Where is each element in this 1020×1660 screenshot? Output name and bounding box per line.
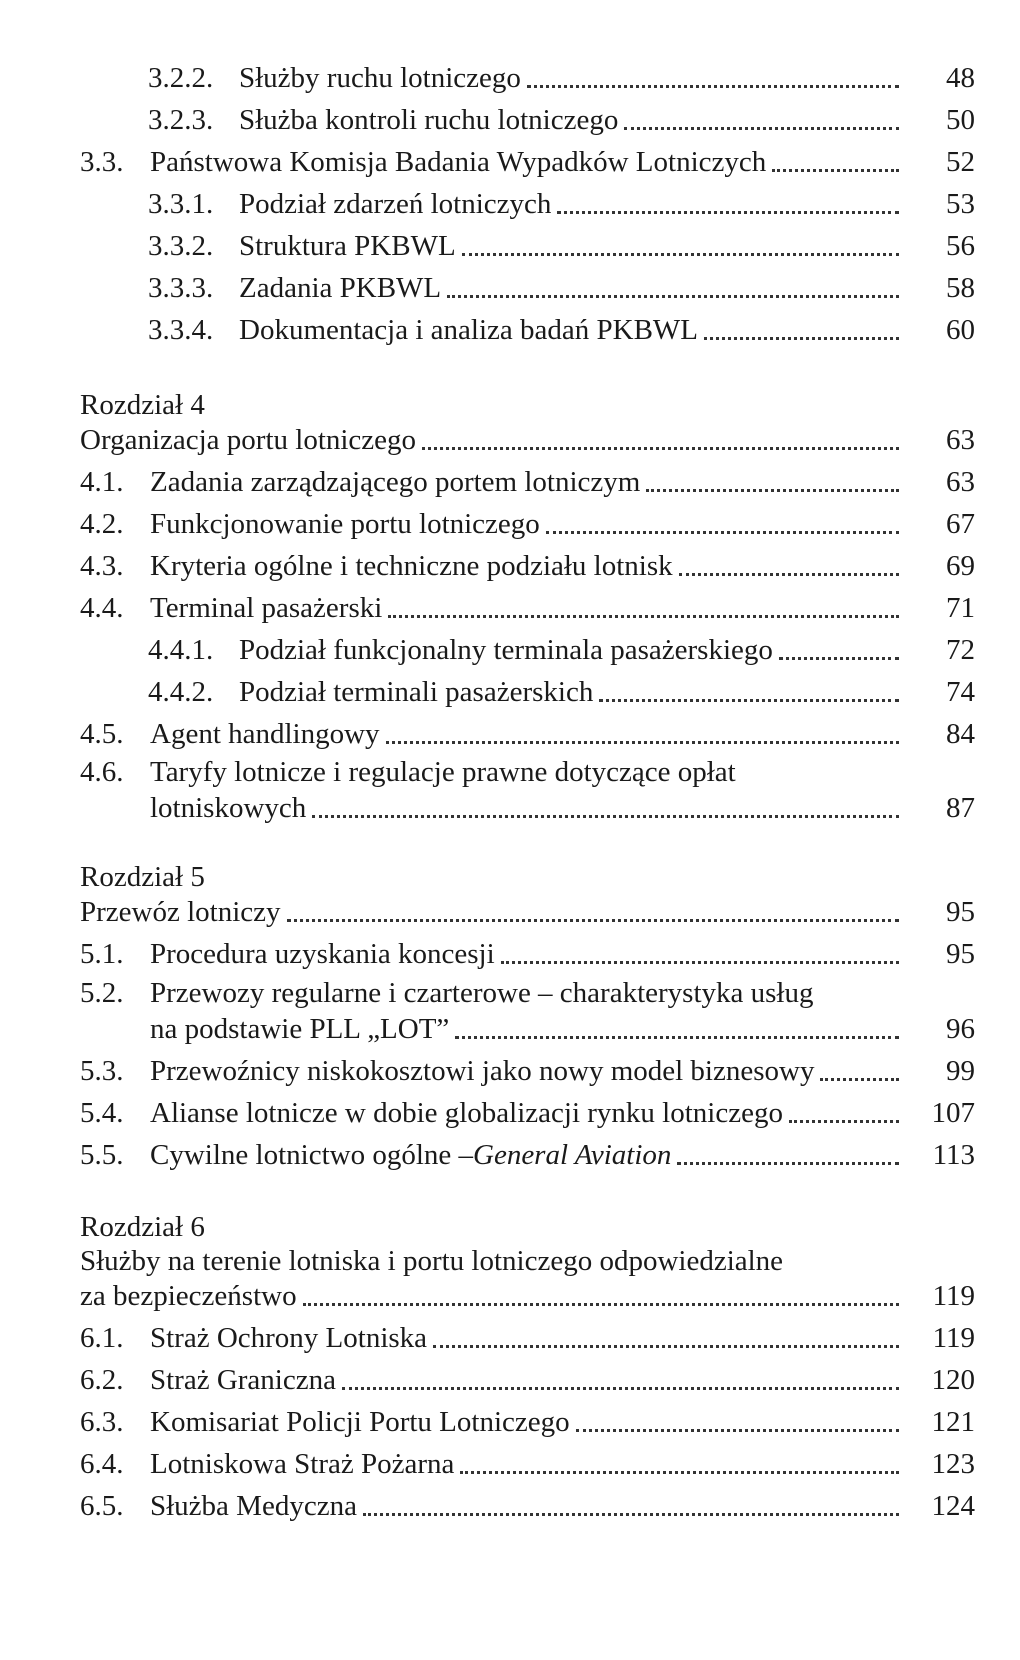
chapter-heading: Rozdział 4 bbox=[80, 389, 205, 421]
dot-leader bbox=[772, 165, 899, 172]
entry-number: 6.1. bbox=[80, 1322, 124, 1354]
entry-title: Zadania zarządzającego portem lotniczym bbox=[150, 466, 641, 498]
dot-leader bbox=[527, 81, 899, 88]
dot-leader bbox=[462, 249, 899, 256]
entry-page: 121 bbox=[931, 1406, 975, 1438]
entry-number: 3.3.3. bbox=[148, 272, 214, 304]
chapter-title-row bbox=[80, 420, 975, 460]
toc-entry-multiline bbox=[80, 973, 813, 1013]
entry-title: Służba kontroli ruchu lotniczego bbox=[239, 104, 619, 136]
dot-leader bbox=[779, 653, 899, 660]
entry-page: 58 bbox=[946, 272, 975, 304]
toc-entry bbox=[80, 1402, 975, 1442]
entry-title: Służby ruchu lotniczego bbox=[239, 62, 521, 94]
dot-leader bbox=[704, 333, 899, 340]
entry-number: 4.3. bbox=[80, 550, 124, 582]
toc-entry bbox=[80, 1486, 975, 1526]
entry-page: 119 bbox=[932, 1322, 975, 1354]
entry-number: 3.3.4. bbox=[148, 314, 214, 346]
entry-number: 3.3.2. bbox=[148, 230, 214, 262]
entry-page: 67 bbox=[946, 508, 975, 540]
entry-title: Podział zdarzeń lotniczych bbox=[239, 188, 552, 220]
toc-entry-multiline bbox=[80, 752, 736, 792]
entry-page: 95 bbox=[946, 938, 975, 970]
toc-entry bbox=[148, 58, 975, 98]
entry-title: Zadania PKBWL bbox=[239, 272, 442, 304]
entry-title-line2: na podstawie PLL „LOT” bbox=[150, 1013, 450, 1045]
entry-number: 4.1. bbox=[80, 466, 124, 498]
toc-entry bbox=[80, 1051, 975, 1091]
entry-number: 5.1. bbox=[80, 938, 124, 970]
toc-entry bbox=[80, 1360, 975, 1400]
toc-entry bbox=[80, 1444, 975, 1484]
dot-leader bbox=[303, 1299, 899, 1306]
entry-title: Przewoźnicy niskokosztowi jako nowy model biznesowy bbox=[150, 1055, 815, 1087]
dot-leader bbox=[624, 123, 899, 130]
entry-title-line2: lotniskowych bbox=[150, 792, 307, 824]
entry-number: 6.4. bbox=[80, 1448, 124, 1480]
entry-number: 5.5. bbox=[80, 1139, 124, 1171]
dot-leader bbox=[386, 737, 899, 744]
entry-number: 4.4.1. bbox=[148, 634, 214, 666]
entry-page: 96 bbox=[946, 1013, 975, 1045]
entry-title: Cywilne lotnictwo ogólne – bbox=[150, 1139, 473, 1171]
chapter-title-row bbox=[80, 892, 975, 932]
toc-entry bbox=[148, 184, 975, 224]
toc-entry-continuation bbox=[150, 788, 975, 828]
dot-leader bbox=[447, 291, 899, 298]
chapter-title-line1: Służby na terenie lotniska i portu lotniczego odpowiedzialne bbox=[80, 1245, 784, 1277]
entry-page: 113 bbox=[932, 1139, 975, 1171]
entry-number: 5.2. bbox=[80, 977, 124, 1009]
toc-entry bbox=[80, 546, 975, 586]
entry-title-italic: General Aviation bbox=[473, 1139, 672, 1171]
toc-entry bbox=[80, 504, 975, 544]
toc-entry bbox=[80, 934, 975, 974]
entry-page: 50 bbox=[946, 104, 975, 136]
entry-number: 3.3.1. bbox=[148, 188, 214, 220]
chapter-heading: Rozdział 5 bbox=[80, 861, 205, 893]
entry-page: 63 bbox=[946, 466, 975, 498]
entry-title: Lotniskowa Straż Pożarna bbox=[150, 1448, 455, 1480]
entry-title: Procedura uzyskania koncesji bbox=[150, 938, 495, 970]
toc-entry bbox=[80, 142, 975, 182]
entry-number: 4.4.2. bbox=[148, 676, 214, 708]
entry-number: 6.3. bbox=[80, 1406, 124, 1438]
entry-number: 4.6. bbox=[80, 756, 124, 788]
entry-page: 60 bbox=[946, 314, 975, 346]
dot-leader bbox=[287, 915, 899, 922]
entry-page: 56 bbox=[946, 230, 975, 262]
entry-page: 84 bbox=[946, 718, 975, 750]
entry-number: 3.3. bbox=[80, 146, 124, 178]
entry-title: Funkcjonowanie portu lotniczego bbox=[150, 508, 540, 540]
entry-page: 71 bbox=[946, 592, 975, 624]
toc-entry bbox=[148, 226, 975, 266]
entry-title: Służba Medyczna bbox=[150, 1490, 357, 1522]
entry-page: 48 bbox=[946, 62, 975, 94]
toc-entry bbox=[80, 1093, 975, 1133]
dot-leader bbox=[557, 207, 899, 214]
toc-entry bbox=[80, 1135, 975, 1175]
chapter-title-line2: za bezpieczeństwo bbox=[80, 1280, 297, 1312]
dot-leader bbox=[789, 1116, 899, 1123]
entry-page: 107 bbox=[931, 1097, 975, 1129]
entry-title: Dokumentacja i analiza badań PKBWL bbox=[239, 314, 699, 346]
entry-page: 95 bbox=[946, 896, 975, 928]
chapter-title-row bbox=[80, 1276, 975, 1316]
entry-title: Komisariat Policji Portu Lotniczego bbox=[150, 1406, 570, 1438]
entry-page: 119 bbox=[932, 1280, 975, 1312]
dot-leader bbox=[546, 527, 899, 534]
entry-page: 69 bbox=[946, 550, 975, 582]
entry-title: Straż Ochrony Lotniska bbox=[150, 1322, 428, 1354]
dot-leader bbox=[820, 1074, 899, 1081]
toc-entry bbox=[148, 672, 975, 712]
dot-leader bbox=[646, 485, 899, 492]
entry-page: 123 bbox=[931, 1448, 975, 1480]
entry-page: 53 bbox=[946, 188, 975, 220]
dot-leader bbox=[422, 443, 899, 450]
toc-entry bbox=[80, 588, 975, 628]
entry-page: 99 bbox=[946, 1055, 975, 1087]
entry-title: Podział funkcjonalny terminala pasażerskiego bbox=[239, 634, 773, 666]
entry-title: Alianse lotnicze w dobie globalizacji rynku lotniczego bbox=[150, 1097, 783, 1129]
entry-page: 74 bbox=[946, 676, 975, 708]
toc-entry bbox=[80, 462, 975, 502]
dot-leader bbox=[342, 1383, 899, 1390]
entry-number: 3.2.2. bbox=[148, 62, 214, 94]
entry-title-line1: Przewozy regularne i czarterowe – charakterystyka usług bbox=[150, 977, 814, 1009]
dot-leader bbox=[460, 1467, 899, 1474]
entry-page: 124 bbox=[931, 1490, 975, 1522]
chapter-title: Organizacja portu lotniczego bbox=[80, 424, 417, 456]
toc-entry bbox=[148, 310, 975, 350]
dot-leader bbox=[433, 1341, 899, 1348]
entry-title: Struktura PKBWL bbox=[239, 230, 456, 262]
entry-number: 4.2. bbox=[80, 508, 124, 540]
entry-number: 6.5. bbox=[80, 1490, 124, 1522]
entry-number: 5.4. bbox=[80, 1097, 124, 1129]
entry-number: 4.4. bbox=[80, 592, 124, 624]
entry-page: 63 bbox=[946, 424, 975, 456]
dot-leader bbox=[677, 1158, 899, 1165]
entry-title: Kryteria ogólne i techniczne podziału lotnisk bbox=[150, 550, 673, 582]
entry-number: 6.2. bbox=[80, 1364, 124, 1396]
entry-number: 4.5. bbox=[80, 718, 124, 750]
entry-title: Państwowa Komisja Badania Wypadków Lotniczych bbox=[150, 146, 767, 178]
toc-entry bbox=[80, 714, 975, 754]
toc-entry bbox=[80, 1318, 975, 1358]
entry-page: 120 bbox=[931, 1364, 975, 1396]
dot-leader bbox=[388, 611, 899, 618]
entry-page: 87 bbox=[946, 792, 975, 824]
entry-page: 72 bbox=[946, 634, 975, 666]
entry-title: Podział terminali pasażerskich bbox=[239, 676, 594, 708]
dot-leader bbox=[679, 569, 899, 576]
dot-leader bbox=[599, 695, 899, 702]
chapter-title: Przewóz lotniczy bbox=[80, 896, 281, 928]
entry-title-line1: Taryfy lotnicze i regulacje prawne dotyczące opłat bbox=[150, 756, 736, 788]
entry-title: Straż Graniczna bbox=[150, 1364, 336, 1396]
toc-entry bbox=[148, 268, 975, 308]
dot-leader bbox=[576, 1425, 899, 1432]
dot-leader bbox=[363, 1509, 899, 1516]
entry-title: Agent handlingowy bbox=[150, 718, 380, 750]
toc-entry-continuation bbox=[150, 1009, 975, 1049]
dot-leader bbox=[501, 957, 899, 964]
toc-entry bbox=[148, 100, 975, 140]
entry-title: Terminal pasażerski bbox=[150, 592, 383, 624]
dot-leader bbox=[312, 811, 899, 818]
chapter-heading: Rozdział 6 bbox=[80, 1211, 205, 1243]
entry-number: 5.3. bbox=[80, 1055, 124, 1087]
toc-entry bbox=[148, 630, 975, 670]
entry-page: 52 bbox=[946, 146, 975, 178]
entry-number: 3.2.3. bbox=[148, 104, 214, 136]
dot-leader bbox=[455, 1032, 899, 1039]
